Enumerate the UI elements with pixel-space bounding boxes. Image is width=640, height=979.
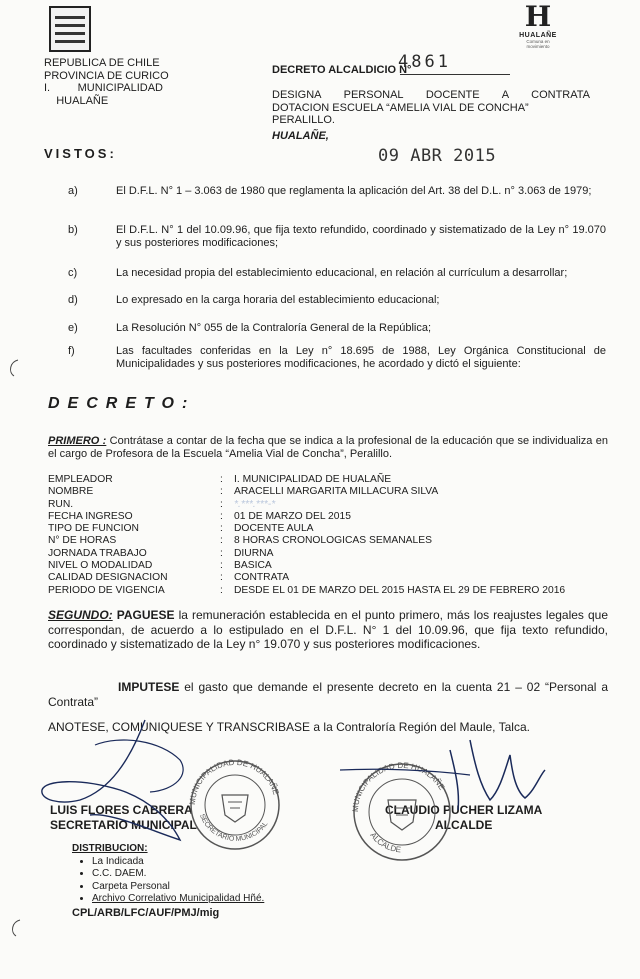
detail-key: RUN. [48, 498, 74, 510]
detail-key: NOMBRE [48, 486, 94, 498]
item-letter: c) [68, 267, 78, 279]
mayor-name: CLAUDIO PUCHER LIZAMA [385, 803, 543, 817]
detail-key: EMPLEADOR [48, 474, 113, 485]
imputese-paragraph [48, 680, 608, 709]
detail-value: 01 DE MARZO DEL 2015 [234, 510, 351, 522]
detail-value-redacted: *.***.***-* [234, 498, 276, 510]
decree-title: DECRETO ALCALDICIO N° [272, 64, 412, 76]
mayor-seal-text: MUNICIPALIDAD DE HUALAÑE [350, 760, 447, 813]
detail-key: N° DE HORAS [48, 535, 117, 547]
detail-value: 8 HORAS CRONOLOGICAS SEMANALES [234, 535, 432, 547]
logo-tagline: Comuna en movimiento [526, 39, 550, 49]
reference-initials: CPL/ARB/LFC/AUF/PMJ/mig [72, 906, 220, 919]
hualane-logo: H HUALAÑE Comuna en movimiento [516, 2, 560, 49]
detail-key: JORNADA TRABAJO [48, 547, 147, 559]
imputese-text: el gasto que demande el presente decreto en la cuenta 21 – 02 “Personal a Contrata” [48, 680, 608, 709]
decree-subject [272, 89, 590, 127]
item-letter: a) [68, 185, 78, 197]
vistos-item [68, 267, 606, 280]
distribution-item: • C.C. DAEM. [92, 868, 264, 881]
detail-key: CALIDAD DESIGNACION [48, 572, 168, 584]
detail-row: EMPLEADOR : I. MUNICIPALIDAD DE HUALAÑE [48, 474, 392, 485]
vistos-item [68, 224, 606, 250]
vistos-item [68, 294, 606, 307]
secretary-seal [191, 761, 279, 849]
segundo-strong: PAGUESE [112, 608, 175, 622]
distribution-item: • La Indicada [92, 856, 264, 869]
item-text: El D.F.L. N° 1 – 3.063 de 1980 que reglamenta la aplicación del Art. 38 del D.L. n° 3.063 de 1979; [116, 185, 592, 197]
signatory-mayor [385, 803, 542, 833]
subject-line: DOTACION ESCUELA “AMELIA VIAL DE CONCHA” PERALILLO. [272, 101, 529, 126]
detail-key: PERIODO DE VIGENCIA [48, 584, 165, 596]
detail-value: I. MUNICIPALIDAD DE HUALAÑE [234, 474, 392, 485]
subject-line: DESIGNA PERSONAL DOCENTE A CONTRATA [272, 89, 590, 101]
detail-key: TIPO DE FUNCION [48, 523, 139, 535]
item-letter: b) [68, 224, 78, 236]
item-text: La necesidad propia del establecimiento educacional, en relación al currículum a desarrollar; [116, 267, 568, 279]
distribution-block [72, 843, 264, 919]
issuer-header [44, 57, 169, 107]
secretary-signature-stroke [95, 740, 183, 792]
vistos-item [68, 322, 606, 335]
mayor-signature [450, 740, 545, 810]
mayor-seal-sub: ALCALDE [368, 830, 402, 855]
margin-mark [11, 360, 18, 376]
detail-value: DIURNA [234, 547, 274, 559]
detail-row: CALIDAD DESIGNACION : CONTRATA [48, 572, 290, 584]
item-text: Las facultades conferidas en la Ley n° 18.695 de 1988, Ley Orgánica Constitucional de Municipalidades y sus posteriores modificaciones, he acordado y dictó el siguiente: [116, 345, 606, 370]
municipal-crest-logo [49, 6, 91, 52]
segundo-text: la remuneración establecida en el punto primero, más los reajustes legales que correspondan, de acuerdo a lo estipulado en el D.F.L. N° 1 del 10.09.96, que fija texto refundido, coordinado y sistematizado de la Ley n° 19.070 y sus posteriores modificaciones. [48, 608, 609, 651]
detail-key: FECHA INGRESO [48, 510, 133, 522]
date-stamp: 09 ABR 2015 [378, 146, 497, 166]
detail-value: CONTRATA [234, 572, 290, 584]
mayor-title: ALCALDE [435, 818, 493, 832]
vistos-heading: VISTOS: [44, 146, 117, 161]
issuer-line: HUALAÑE [44, 94, 109, 107]
secretary-title: SECRETARIO MUNICIPAL [50, 818, 197, 832]
decree-number: 4861 [398, 52, 451, 72]
vistos-item [68, 185, 606, 198]
decreto-heading: DECRETO: [48, 395, 196, 412]
distribution-item: • Carpeta Personal [92, 881, 264, 894]
detail-key: NIVEL O MODALIDAD [48, 560, 153, 572]
item-letter: d) [68, 294, 78, 306]
signatory-secretary [50, 803, 197, 833]
distribution-item: • Archivo Correlativo Municipalidad Hñé. [92, 893, 264, 906]
anotese-line: ANOTESE, COMUNIQUESE Y TRANSCRIBASE a la Contraloría Región del Maule, Talca. [48, 720, 530, 734]
issuer-line: PROVINCIA DE CURICO [44, 69, 169, 82]
imputese-strong: IMPUTESE [118, 680, 180, 694]
primero-text: Contrátase a contar de la fecha que se indica a la profesional de la educación que se individualiza en el cargo de Profesora de la Escuela “Amelia Vial de Concha”, Peralillo. [48, 435, 608, 460]
secretary-seal-text: MUNICIPALIDAD DE HUALAÑE [187, 757, 281, 806]
detail-row: RUN. : *.***.***-* [48, 498, 276, 510]
detail-row: TIPO DE FUNCION : DOCENTE AULA [48, 523, 314, 535]
detail-row: N° DE HORAS : 8 HORAS CRONOLOGICAS SEMANALES [48, 535, 432, 547]
issuer-line: REPUBLICA DE CHILE [44, 57, 160, 69]
mayor-signature-line [340, 769, 470, 775]
place: HUALAÑE, [272, 130, 329, 142]
item-letter: f) [68, 345, 75, 357]
secretary-seal-sub: SECRETARIO MUNICIPAL [198, 813, 270, 843]
primero-label: PRIMERO : [48, 435, 107, 447]
detail-value: DOCENTE AULA [234, 523, 314, 535]
vistos-item [68, 345, 606, 371]
item-letter: e) [68, 322, 78, 334]
detail-row: JORNADA TRABAJO : DIURNA [48, 547, 274, 559]
margin-mark [13, 920, 20, 936]
detail-row: NIVEL O MODALIDAD : BASICA [48, 560, 272, 572]
item-text: Lo expresado en la carga horaria del establecimiento educacional; [116, 294, 440, 306]
distribution-list [72, 856, 264, 906]
item-text: El D.F.L. N° 1 del 10.09.96, que fija texto refundido, coordinado y sistematizado de la Ley n° 19.070 y sus posteriores modificaciones; [116, 224, 606, 249]
primero-paragraph [48, 435, 608, 461]
detail-value: ARACELLI MARGARITA MILLACURA SILVA [234, 486, 439, 498]
detail-row: FECHA INGRESO : 01 DE MARZO DEL 2015 [48, 510, 351, 522]
detail-row: NOMBRE : ARACELLI MARGARITA MILLACURA SILVA [48, 486, 439, 498]
distribution-title: DISTRIBUCION: [72, 843, 148, 854]
issuer-line: I. MUNICIPALIDAD [44, 82, 163, 94]
secretary-name: LUIS FLORES CABRERA [50, 803, 193, 817]
appointment-details [48, 474, 608, 597]
item-text: La Resolución N° 055 de la Contraloría General de la República; [116, 322, 432, 334]
segundo-label: SEGUNDO: [48, 608, 113, 622]
detail-value: BASICA [234, 560, 272, 572]
segundo-paragraph [48, 608, 608, 652]
detail-value: DESDE EL 01 DE MARZO DEL 2015 HASTA EL 29 DE FEBRERO 2016 [234, 584, 566, 596]
logo-name: HUALAÑE [519, 32, 557, 39]
decree-number-underline [400, 74, 510, 75]
detail-row: PERIODO DE VIGENCIA : DESDE EL 01 DE MARZO DEL 2015 HASTA EL 29 DE FEBRERO 2016 [48, 584, 566, 596]
